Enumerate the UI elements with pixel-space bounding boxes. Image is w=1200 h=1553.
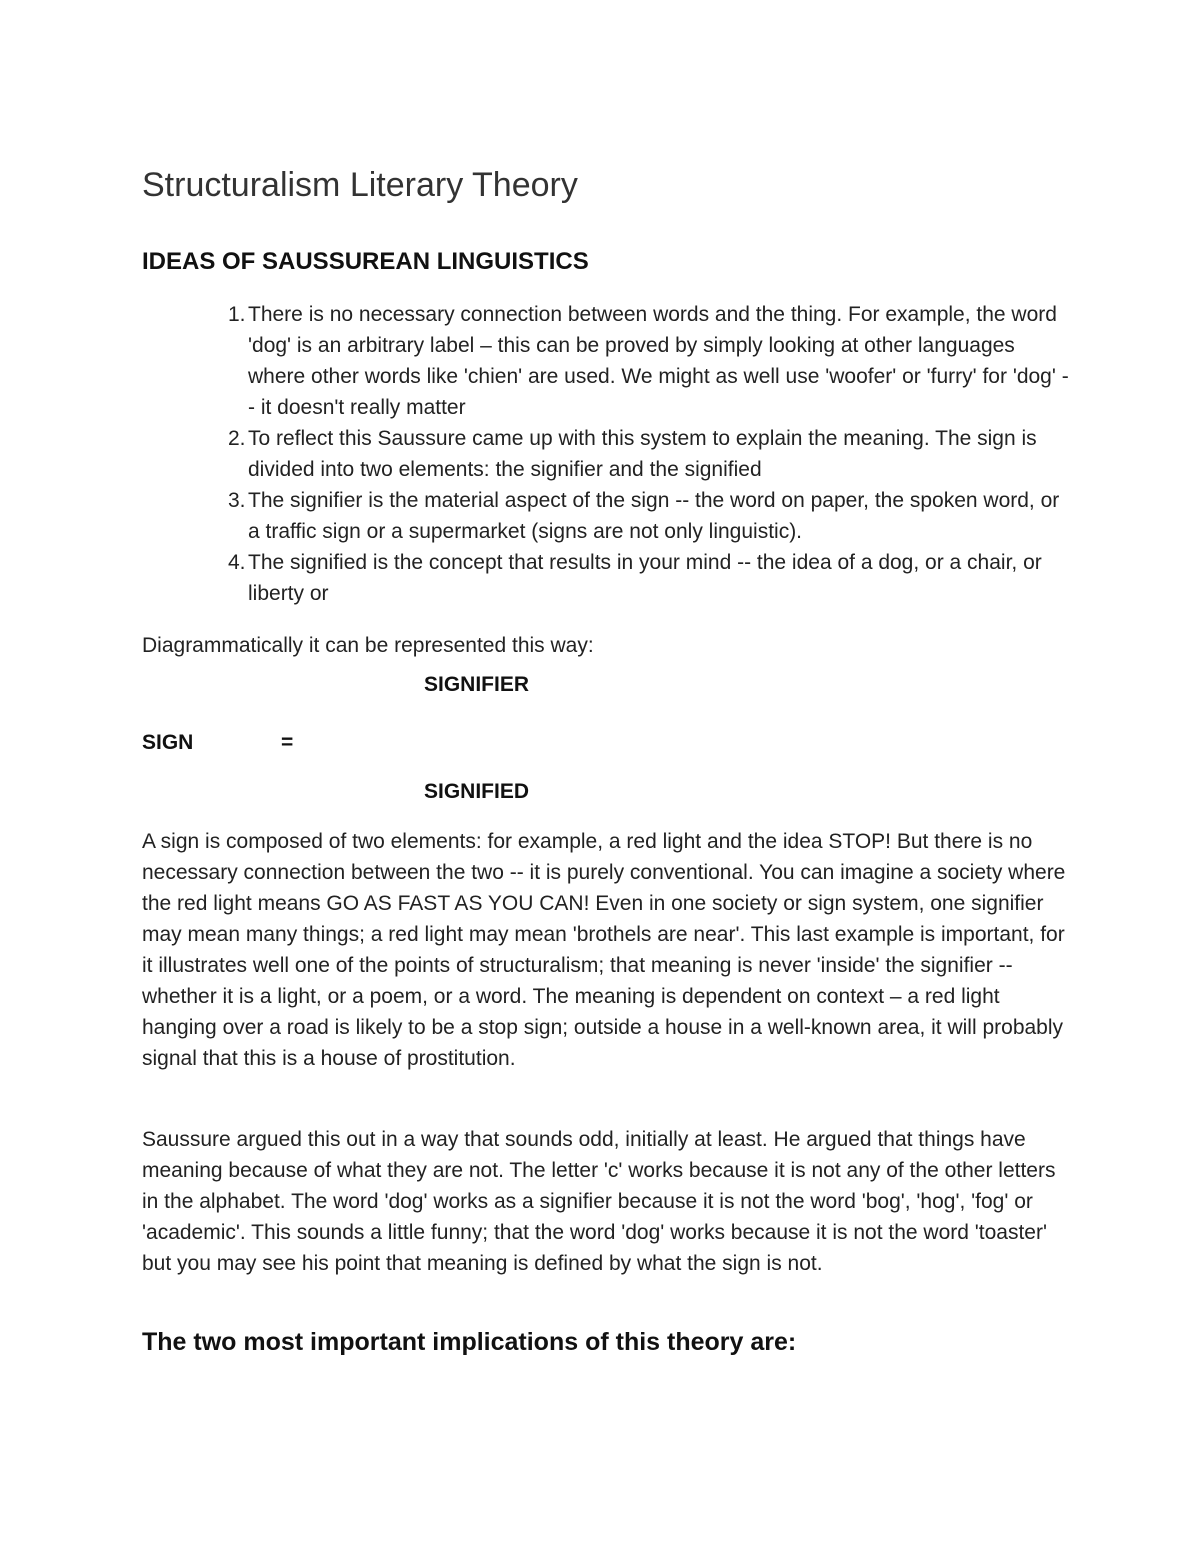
list-item-number: 3. xyxy=(228,489,246,512)
body-paragraph-2: Saussure argued this out in a way that sounds odd, initially at least. He argued that things have meaning because of what they are not. The letter 'c' works because it is not any of the other letters in the alphabet. The word 'dog' works as a signifier because it is not the word 'bog', 'hog', 'fog' or 'academic'. This sounds a little funny; that the word 'dog' works because it is not the word 'toaster' but you may see his point that meaning is defined by what the sign is not. xyxy=(142,1128,1056,1275)
list-item-text: To reflect this Saussure came up with this system to explain the meaning. The sign is divided into two elements: the signifier and the signified xyxy=(248,427,1037,481)
list-item-text: The signified is the concept that results in your mind -- the idea of a dog, or a chair, or liberty or xyxy=(248,551,1042,605)
list-item xyxy=(142,423,1072,485)
ideas-list xyxy=(142,299,1072,609)
diagram-intro: Diagrammatically it can be represented this way: xyxy=(142,634,594,657)
diagram-sign: SIGN xyxy=(142,731,194,754)
list-item-text: The signifier is the material aspect of the sign -- the word on paper, the spoken word, or a traffic sign or a supermarket (signs are not only linguistic). xyxy=(248,489,1060,543)
body-paragraph-1: A sign is composed of two elements: for example, a red light and the idea STOP! But there is no necessary connection between the two -- it is purely conventional. You can imagine a society where the red light means GO AS FAST AS YOU CAN! Even in one society or sign system, one signifier may mean many things; a red light may mean 'brothels are near'. This last example is important, for it illustrates well one of the points of structuralism; that meaning is never 'inside' the signifier -- whether it is a light, or a poem, or a word. The meaning is dependent on context – a red light hanging over a road is likely to be a stop sign; outside a house in a well-known area, it will probably signal that this is a house of prostitution. xyxy=(142,830,1066,1070)
list-item xyxy=(142,299,1072,423)
document-title: Structuralism Literary Theory xyxy=(142,166,578,204)
list-item-text: There is no necessary connection between words and the thing. For example, the word 'dog' is an arbitrary label – this can be proved by simply looking at other languages where other words like 'chien' are used. We might as well use 'woofer' or 'furry' for 'dog' -- it doesn't really matter xyxy=(248,303,1069,419)
list-item xyxy=(142,485,1072,547)
diagram-equals: = xyxy=(281,731,294,754)
list-item-number: 2. xyxy=(228,427,246,450)
list-item-number: 1. xyxy=(228,303,246,326)
diagram-signified: SIGNIFIED xyxy=(424,780,530,803)
list-item xyxy=(142,547,1072,609)
list-item-number: 4. xyxy=(228,551,246,574)
implications-subheading: The two most important implications of this theory are: xyxy=(142,1328,797,1356)
diagram-signifier: SIGNIFIER xyxy=(424,673,530,696)
section-heading: IDEAS OF SAUSSUREAN LINGUISTICS xyxy=(142,248,589,275)
